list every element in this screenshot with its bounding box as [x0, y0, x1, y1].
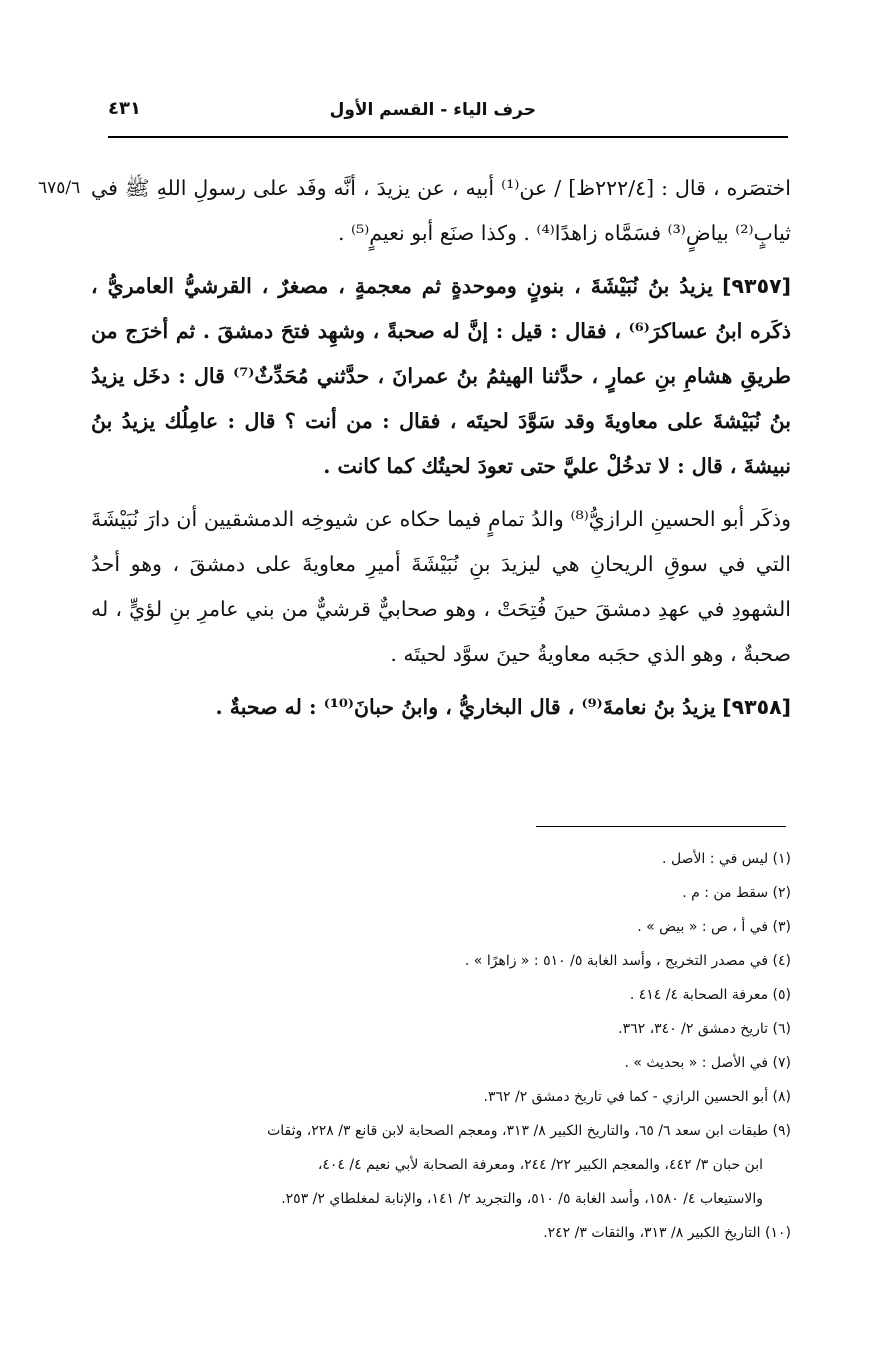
footnote-2: (٢) سقط من : م .: [682, 885, 791, 901]
entry-9357: [91, 264, 791, 489]
footnote-7: (٧) في الأصل : « بحديث » .: [624, 1055, 791, 1071]
footnotes-list: [91, 842, 791, 1250]
footnote-9-continued: ابن حبان ٣/ ٤٤٢، والمعجم الكبير ٢٢/ ٢٤٤، ومعرفة الصحابة لأبي نعيم ٤/ ٤٠٤،: [317, 1157, 763, 1173]
entry-9358: [91, 685, 791, 730]
footnote-5: (٥) معرفة الصحابة ٤/ ٤١٤ .: [629, 987, 791, 1003]
paragraph-continuation: [91, 166, 791, 256]
paragraph-razi: [91, 497, 791, 677]
running-header: [108, 96, 788, 138]
paragraph-text: اختصَره ، قال : [٢٢٢/٤ظ] / عن⁽¹⁾ أبيه ، عن يزيدَ ، أنَّه وفَد على رسولِ اللهِ ﷺ في ثيابٍ⁽²⁾ بياضٍ⁽³⁾ فسَمَّاه زاهدًا⁽⁴⁾ . وكذا صنَع أبو نعيمٍ⁽⁵⁾ .: [91, 176, 791, 245]
footnote-8: (٨) أبو الحسين الرازي - كما في تاريخ دمشق ٢/ ٣٦٢.: [483, 1089, 791, 1105]
footnote-9-continued: والاستيعاب ٤/ ١٥٨٠، وأسد الغابة ٥/ ٥١٠، والتجريد ٢/ ١٤١، والإنابة لمغلطاي ٢/ ٢٥٣.: [281, 1191, 763, 1207]
footnote-10: (١٠) التاريخ الكبير ٨/ ٣١٣، والثقات ٣/ ٢٤٢.: [543, 1225, 791, 1241]
chapter-title: حرف الياء - القسم الأول: [329, 100, 536, 120]
footnote-4: (٤) في مصدر التخريج ، وأسد الغابة ٥/ ٥١٠ : « زاهرًا » .: [464, 953, 791, 969]
footnote-separator: [536, 826, 786, 827]
footnote-9: (٩) طبقات ابن سعد ٦/ ٦٥، والتاريخ الكبير ٨/ ٣١٣، ومعجم الصحابة لابن قانع ٣/ ٢٢٨، وثقات: [267, 1123, 791, 1139]
entry-text: يزيدُ بنُ نعامةَ⁽⁹⁾ ، قال البخاريُّ ، وابنُ حبانَ⁽¹⁰⁾ : له صحبةٌ .: [215, 695, 716, 719]
main-text: [91, 166, 791, 730]
footnote-1: (١) ليس في : الأصل .: [662, 851, 791, 867]
footnote-3: (٣) في أ ، ص : « بيض » .: [637, 919, 791, 935]
footnote-6: (٦) تاريخ دمشق ٢/ ٣٤٠، ٣٦٢.: [618, 1021, 791, 1037]
entry-number: [٩٣٥٧]: [722, 274, 791, 298]
entry-text: يزيدُ بنُ نُبَيْشَةَ ، بنونٍ وموحدةٍ ثم معجمةٍ ، مصغرٌ ، القرشيُّ العامريُّ ، ذكَره ابنُ عساكرَ⁽⁶⁾ ، فقال : قيل : إنَّ له صحبةً ، وشهِد فتحَ دمشقَ . ثم أخرَج من طريقِ هشامِ بنِ عمارٍ ، حدَّثنا الهيثمُ بنُ عمرانَ ، حدَّثني مُحَدِّثٌ⁽⁷⁾ قال : دخَل يزيدُ بنُ نُبَيْشةَ على معاويةَ وقد سَوَّدَ لحيتَه ، فقال : من أنت ؟ قال : عامِلُك يزيدُ بنُ نبيشةَ ، قال : لا تدخُلْ عليَّ حتى تعودَ لحيتُك كما كانت .: [91, 274, 791, 478]
entry-number: [٩٣٥٨]: [722, 695, 791, 719]
paragraph-text: وذكَر أبو الحسينِ الرازيُّ⁽⁸⁾ والدُ تمامٍ فيما حكاه عن شيوخِه الدمشقيين أن دارَ نُبَيْشَةَ التي في سوقِ الريحانِ هي ليزيدَ بنِ نُبَيْشَةَ أميرِ معاويةَ على دمشقَ ، وهو أحدُ الشهودِ في عهدِ دمشقَ حينَ فُتِحَتْ ، وهو صحابيٌّ قرشيٌّ من بني عامرِ بنِ لؤيٍّ ، له صحبةٌ ، وهو الذي حجَبه معاويةُ حينَ سوَّد لحيتَه .: [91, 507, 791, 666]
margin-volume-page-reference: ٦٧٥/٦: [38, 178, 81, 198]
page-number: ٤٣١: [108, 98, 141, 119]
